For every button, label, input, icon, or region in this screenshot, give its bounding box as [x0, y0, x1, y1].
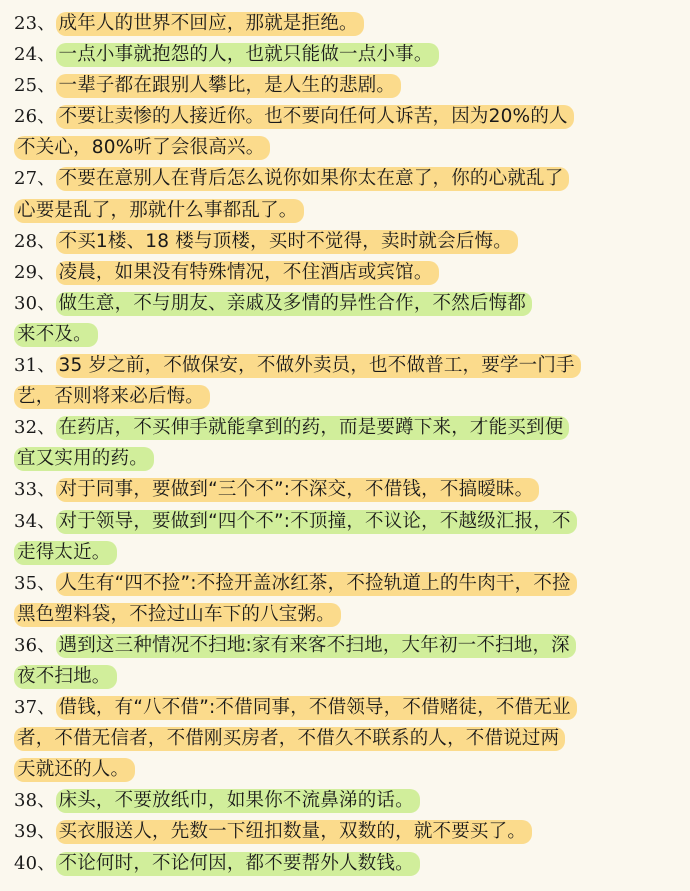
item-number: 31、: [14, 355, 56, 377]
item-text: 夜不扫地。: [14, 665, 117, 689]
item-text: 不关心，80%听了会很高兴。: [14, 136, 270, 160]
list-item-continuation: [14, 754, 674, 785]
item-text: 宜又实用的药。: [14, 447, 154, 471]
item-text: 不买1楼、18 楼与顶楼，买时不觉得，卖时就会后悔。: [56, 230, 518, 254]
item-text: 不要让卖惨的人接近你。也不要向任何人诉苦，因为20%的人: [56, 105, 574, 129]
list-item: [14, 412, 674, 443]
list-item: [14, 692, 674, 723]
item-text: 在药店，不买伸手就能拿到的药，而是要蹲下来，才能买到便: [56, 416, 570, 440]
item-number: 27、: [14, 168, 56, 190]
item-text: 做生意，不与朋友、亲戚及多情的异性合作，不然后悔都: [56, 292, 533, 316]
list-item: [14, 8, 674, 39]
item-text: 成年人的世界不回应，那就是拒绝。: [56, 12, 364, 36]
item-text: 买衣服送人，先数一下纽扣数量，双数的，就不要买了。: [56, 820, 533, 844]
item-text: 遇到这三种情况不扫地:家有来客不扫地，大年初一不扫地，深: [56, 634, 576, 658]
item-number: 35、: [14, 572, 56, 594]
list-item: [14, 39, 674, 70]
list-item: [14, 816, 674, 847]
list-item-continuation: [14, 723, 674, 754]
list-item-continuation: [14, 443, 674, 474]
item-text: 35 岁之前，不做保安，不做外卖员，也不做普工，要学一门手: [56, 354, 581, 378]
item-number: 39、: [14, 821, 56, 843]
item-number: 24、: [14, 44, 56, 66]
item-number: 33、: [14, 479, 56, 501]
item-text: 天就还的人。: [14, 758, 135, 782]
item-text: 者，不借无信者，不借刚买房者，不借久不联系的人，不借说过两: [14, 727, 565, 751]
item-number: 25、: [14, 75, 56, 97]
item-number: 28、: [14, 230, 56, 252]
list-item: [14, 288, 674, 319]
item-text: 艺，否则将来必后悔。: [14, 385, 210, 409]
item-number: 37、: [14, 697, 56, 719]
list-item-continuation: [14, 537, 674, 568]
list-item: [14, 785, 674, 816]
list-item: [14, 630, 674, 661]
item-text: 不论何时，不论何因，都不要帮外人数钱。: [56, 852, 420, 876]
list-item-continuation: [14, 132, 674, 163]
item-text: 床头，不要放纸巾，如果你不流鼻涕的话。: [56, 789, 420, 813]
item-number: 34、: [14, 510, 56, 532]
list-item-continuation: [14, 195, 674, 226]
item-text: 一点小事就抱怨的人，也就只能做一点小事。: [56, 43, 439, 67]
item-number: 32、: [14, 417, 56, 439]
item-number: 29、: [14, 261, 56, 283]
item-number: 26、: [14, 106, 56, 128]
item-text: 走得太近。: [14, 541, 117, 565]
list-item: [14, 70, 674, 101]
item-number: 23、: [14, 13, 56, 34]
list-item: [14, 848, 674, 879]
item-text: 借钱，有“八不借”:不借同事，不借领导，不借赌徒，不借无业: [56, 696, 577, 720]
list-item-continuation: [14, 319, 674, 350]
item-text: 心要是乱了，那就什么事都乱了。: [14, 199, 304, 223]
list-item: [14, 350, 674, 381]
item-number: 30、: [14, 292, 56, 314]
item-number: 36、: [14, 634, 56, 656]
item-text: 来不及。: [14, 323, 98, 347]
list-item-continuation: [14, 381, 674, 412]
item-text: 黑色塑料袋，不捡过山车下的八宝粥。: [14, 603, 341, 627]
list-item-continuation: [14, 661, 674, 692]
item-number: 38、: [14, 790, 56, 812]
list-item: [14, 506, 674, 537]
list-item: [14, 163, 674, 194]
item-text: 人生有“四不捡”:不捡开盖冰红茶，不捡轨道上的牛肉干，不捡: [56, 572, 577, 596]
item-number: 40、: [14, 852, 56, 874]
item-text: 凌晨，如果没有特殊情况，不住酒店或宾馆。: [56, 261, 439, 285]
list-item: [14, 257, 674, 288]
list-item: [14, 226, 674, 257]
item-text: 一辈子都在跟别人攀比，是人生的悲剧。: [56, 74, 402, 98]
list-item: [14, 474, 674, 505]
list-item-continuation: [14, 599, 674, 630]
list-item: [14, 568, 674, 599]
item-text: 不要在意别人在背后怎么说你如果你太在意了，你的心就乱了: [56, 167, 570, 191]
item-text: 对于领导，要做到“四个不”:不顶撞，不议论，不越级汇报，不: [56, 510, 577, 534]
list-item: [14, 101, 674, 132]
item-text: 对于同事，要做到“三个不”:不深交，不借钱，不搞暧昧。: [56, 478, 540, 502]
